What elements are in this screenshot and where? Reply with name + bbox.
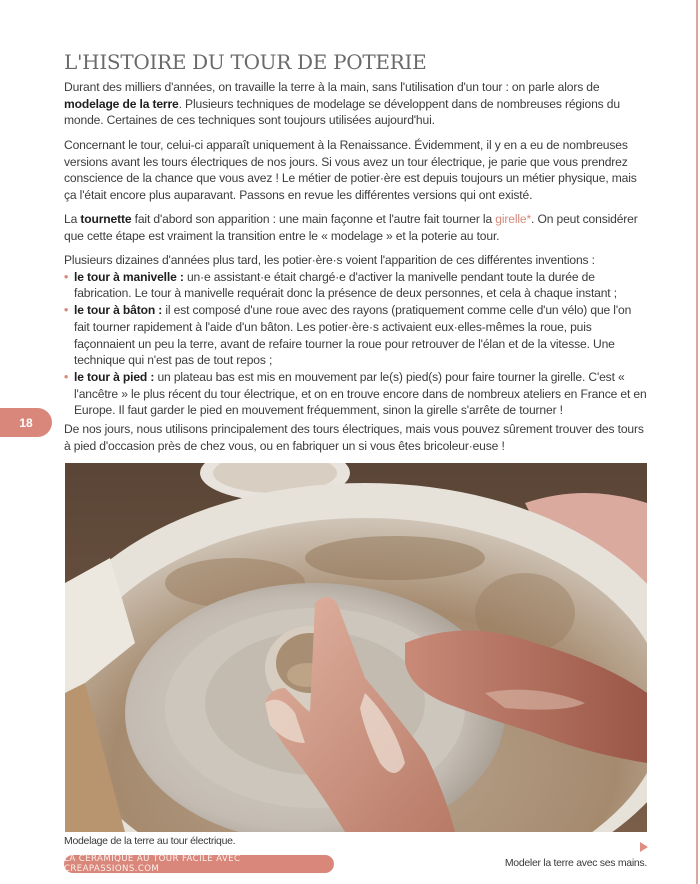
photo-illustration <box>65 463 647 832</box>
list-item <box>64 302 649 369</box>
glossary-link-girelle[interactable]: girelle* <box>495 212 532 226</box>
text-run: . On peut considérer que cette étape est vraiment la transition entre le « modelage » et la poterie au tour. <box>64 212 638 243</box>
text-run: il est composé d'une roue avec des rayons (pratiquement comme celle d'un vélo) que l'on fait tourner rapidement à l'aide d'un bâton. Les potier·ère·s activaient eux·elles-mêmes la roue, puis façonnaient un peu la terre, avant de refaire tourner la roue pour retrouver de l'élan et de la vitesse. Une technique qui n'est pas de tout repos ; <box>74 303 632 368</box>
page-number-tab: 18 <box>0 408 52 437</box>
list-item <box>64 269 649 302</box>
text-run: fait d'abord son apparition : une main façonne et l'autre fait tourner la <box>131 212 496 226</box>
pottery-wheel-photo <box>65 463 647 832</box>
bold-term: tournette <box>80 212 132 226</box>
paragraph-intro <box>64 79 649 129</box>
text-run: un·e assistant·e était chargé·e d'activer la manivelle pendant toute la durée de fabrication. Le tour à manivelle requérait donc la présence de deux personnes, et cela à chaque instant ; <box>74 269 617 301</box>
paragraph-renaissance: Concernant le tour, celui-ci apparaît uniquement à la Renaissance. Évidemment, il y en a eu de nombreuses versions avant les tours électriques de nos jours. Si vous avez un tour électrique, je parie que vous prendrez conscience de la chance que vous avez ! Le métier de potier·ère est depuis toujours un métier physique, mais ça l'était encore plus auparavant. Passons en revue les différentes versions qui ont existé. <box>64 138 637 203</box>
list-item <box>64 369 649 419</box>
paragraph-today: De nos jours, nous utilisons principalement des tours électriques, mais vous pouvez sûrement trouver des tours à pied d'occasion près de chez vous, ou en fabriquer un si vous êtes bricoleur·euse ! <box>64 422 644 453</box>
text-run: Durant des milliers d'années, on travaille la terre à la main, sans l'utilisation d'un tour : on parle alors de <box>64 80 600 94</box>
paragraph-tournette <box>64 211 649 244</box>
side-caption: Modeler la terre avec ses mains. <box>504 857 647 869</box>
bold-term: le tour à manivelle : <box>74 269 184 284</box>
figure-caption: Modelage de la terre au tour électrique. <box>64 835 236 847</box>
page-title: L'HISTOIRE DU TOUR DE POTERIE <box>64 50 427 74</box>
bold-term: modelage de la terre <box>64 96 179 111</box>
text-run: . Plusieurs techniques de modelage se développent dans de nombreuses régions du monde. Certaines de ces techniques sont toujours utilisées aujourd'hui. <box>64 96 620 128</box>
bold-term: le tour à pied : <box>74 369 155 384</box>
text-run: La <box>64 212 81 226</box>
inventions-section <box>64 252 649 419</box>
bold-term: le tour à bâton : <box>74 303 163 318</box>
footer-banner: LA CÉRAMIQUE AU TOUR FACILE AVEC CREAPASSIONS.COM <box>64 855 334 873</box>
page-edge-rule <box>696 0 698 884</box>
text-run: un plateau bas est mis en mouvement par le(s) pied(s) pour faire tourner la girelle. C'est « l'ancêtre » le plus récent du tour électrique, et on en trouve encore dans de nombreux ateliers en France et en Europe. Il faut garder le pied en mouvement fréquemment, sinon la girelle s'arrête de tourner ! <box>74 369 647 418</box>
caption-pointer-icon <box>640 842 648 852</box>
inventions-list <box>64 269 649 419</box>
inventions-intro: Plusieurs dizaines d'années plus tard, les potier·ère·s voient l'apparition de ces différentes inventions : <box>64 253 595 267</box>
